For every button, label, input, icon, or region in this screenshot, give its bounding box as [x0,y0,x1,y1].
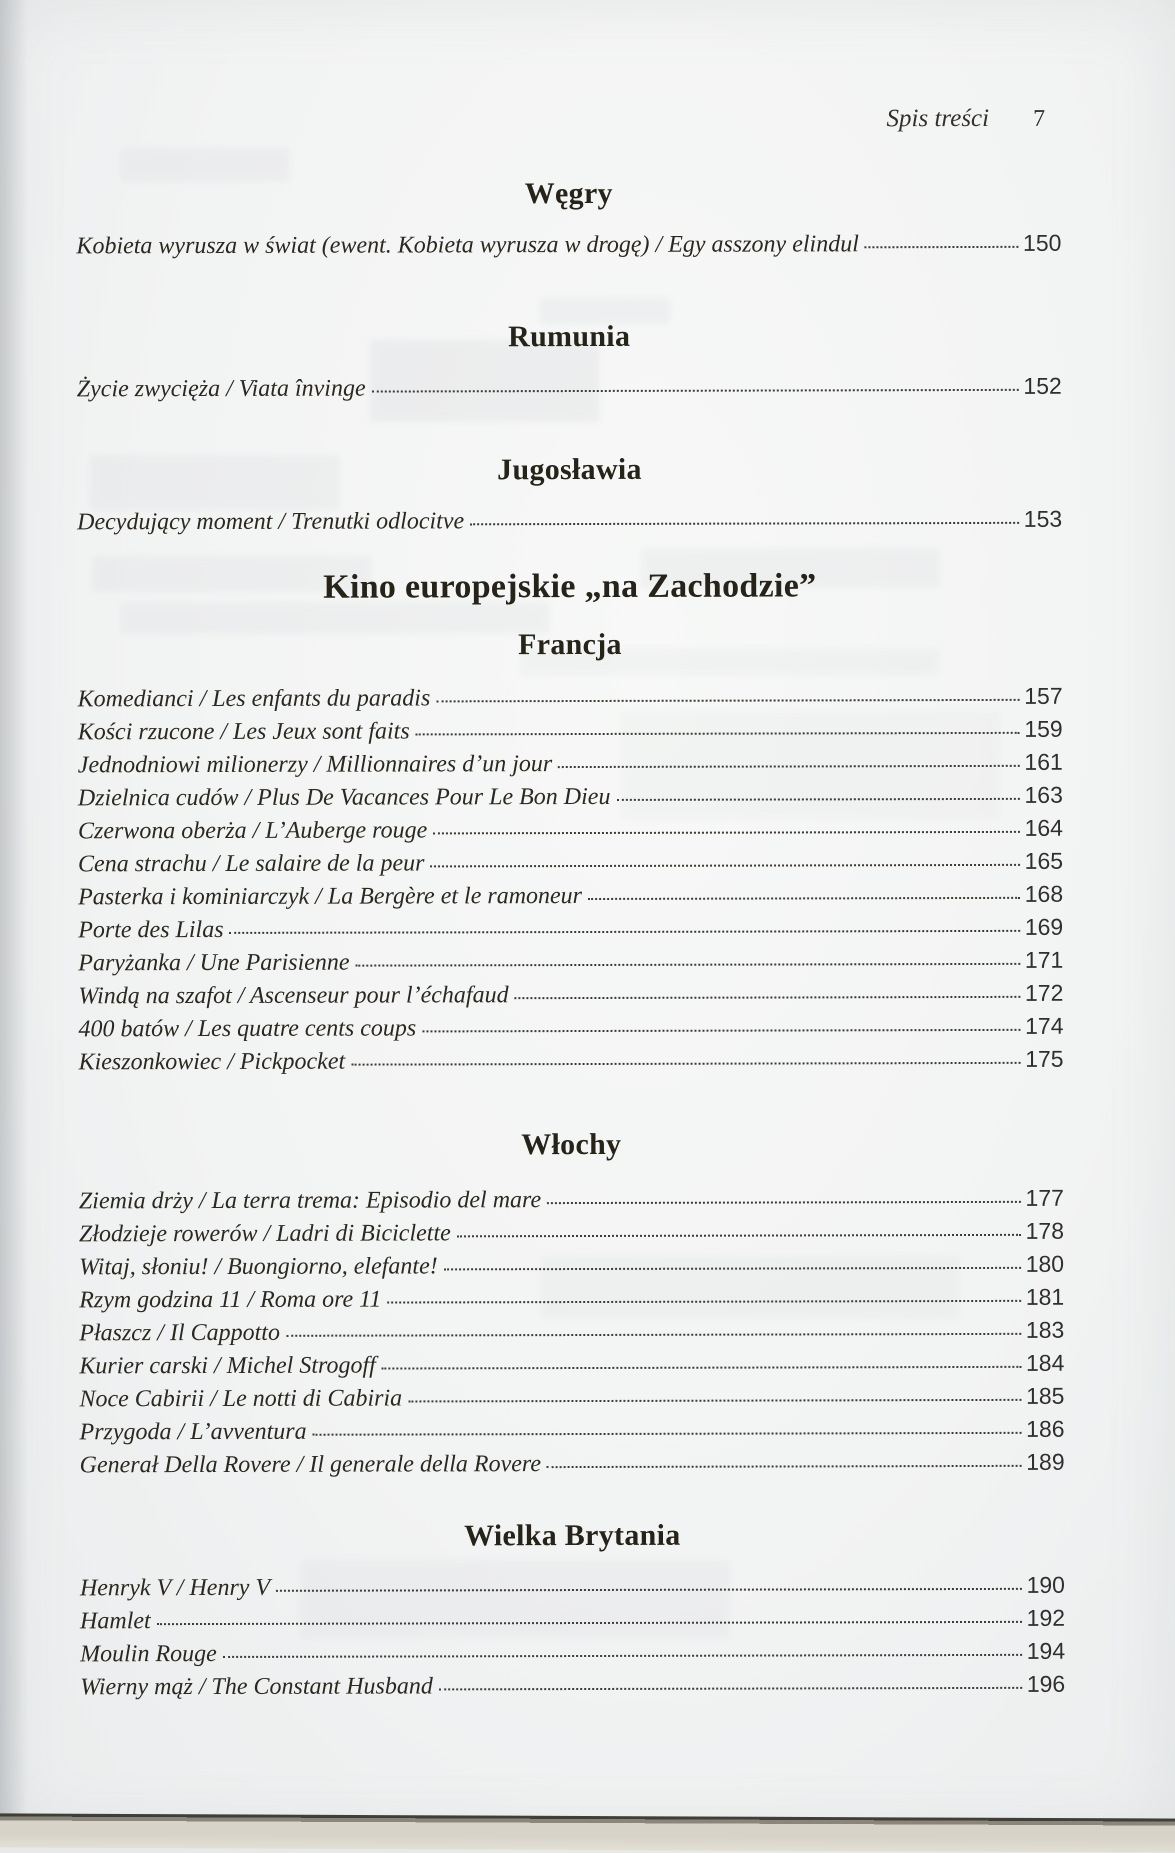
dot-leader [616,798,1019,801]
dot-leader [313,1432,1022,1436]
dot-leader [422,1029,1020,1033]
entry-page-number: 172 [1025,977,1063,1010]
running-head-title: Spis treści [887,105,990,133]
entry-title: Hamlet [80,1605,151,1638]
entry-page-number: 178 [1026,1215,1064,1248]
section-francja [77,624,1063,1079]
entry-page-number: 169 [1025,911,1063,944]
toc-entry [79,1281,1064,1317]
entry-title: Wierny mąż / The Constant Husband [80,1670,433,1704]
toc-entry [78,680,1063,716]
dot-leader [416,732,1020,736]
toc-entry [78,911,1063,947]
entry-title: Czerwona oberża / L’Auberge rouge [78,814,427,848]
toc-entry [78,713,1063,749]
toc-sections [76,173,1065,1704]
dot-leader [286,1333,1021,1337]
entry-page-number: 163 [1024,779,1062,812]
entry-page-number: 196 [1027,1668,1065,1701]
toc-entry [77,503,1062,539]
entry-page-number: 183 [1026,1314,1064,1347]
toc-entry [80,1446,1065,1482]
toc-entry [78,812,1063,848]
dot-leader [157,1621,1022,1625]
dot-leader [351,1062,1020,1066]
entry-title: Decydujący moment / Trenutki odlocitve [77,505,464,539]
toc-entry [78,944,1063,980]
dot-leader [430,864,1019,868]
entry-page-number: 192 [1027,1602,1065,1635]
dot-leader [230,930,1020,934]
dot-leader [865,246,1018,248]
entry-page-number: 185 [1026,1380,1064,1413]
entry-title: Moulin Rouge [80,1638,217,1671]
toc-entry [80,1635,1065,1671]
entry-page-number: 165 [1025,845,1063,878]
toc-entry [80,1569,1065,1605]
entry-page-number: 194 [1027,1635,1065,1668]
section-entries [80,1569,1065,1704]
section-wielka-brytania [80,1515,1065,1704]
entry-page-number: 171 [1025,944,1063,977]
entry-title: Kieszonkowiec / Pickpocket [79,1046,346,1080]
toc-entry [80,1668,1065,1704]
section-rumunia [77,316,1062,406]
section-entries [77,370,1062,406]
entry-title: Henryk V / Henry V [80,1572,270,1605]
entry-title: Kobieta wyrusza w świat (ewent. Kobieta wyrusza w drogę) / Egy asszony elindul [76,228,859,263]
entry-page-number: 161 [1024,746,1062,779]
toc-entry [78,1010,1063,1046]
toc-entry [78,878,1063,914]
entry-page-number: 150 [1023,227,1061,260]
section-entries [76,227,1061,263]
entry-title: Paryżanka / Une Parisienne [78,947,349,981]
running-head [76,105,1061,140]
entry-page-number: 190 [1027,1569,1065,1602]
dot-leader [276,1588,1021,1592]
toc-entry [79,1413,1064,1449]
entry-page-number: 177 [1025,1182,1063,1215]
toc-entry [76,227,1061,263]
entry-page-number: 153 [1024,503,1062,536]
entry-title: Życie zwycięża / Viata învinge [77,373,366,407]
dot-leader [433,831,1019,835]
entry-page-number: 152 [1023,370,1061,403]
entry-title: Cena strachu / Le salaire de la peur [78,847,425,881]
entry-page-number: 186 [1026,1413,1064,1446]
toc-entry [78,845,1063,881]
entry-title: Kurier carski / Michel Strogoff [79,1350,376,1384]
entry-page-number: 164 [1025,812,1063,845]
entry-title: Generał Della Rovere / Il generale della Rovere [80,1448,541,1482]
toc-entry [79,1182,1064,1218]
entry-page-number: 174 [1025,1010,1063,1043]
toc-entry [79,1314,1064,1350]
entry-page-number: 181 [1026,1281,1064,1314]
entry-title: Jednodniowi milionerzy / Millionnaires d’un jour [78,748,553,782]
toc-entry [79,1215,1064,1251]
entry-title: Noce Cabirii / Le notti di Cabiria [79,1382,402,1416]
entry-page-number: 168 [1025,878,1063,911]
entry-title: Płaszcz / Il Cappotto [79,1317,280,1351]
dot-leader [408,1399,1021,1403]
entry-page-number: 175 [1025,1043,1063,1076]
section-wegry [76,173,1061,263]
dot-leader [439,1687,1022,1691]
toc-entry [78,977,1063,1013]
entry-page-number: 189 [1026,1446,1064,1479]
entry-title: Dzielnica cudów / Plus De Vacances Pour Le Bon Dieu [78,781,611,815]
dot-leader [588,897,1020,900]
entry-page-number: 157 [1024,680,1062,713]
scan-bottom-page-edge [0,1813,1175,1852]
dot-leader [470,522,1019,525]
toc-entry [79,1043,1064,1079]
entry-title: Rzym godzina 11 / Roma ore 11 [79,1284,381,1318]
toc-entry [79,1248,1064,1284]
dot-leader [382,1366,1021,1370]
dot-leader [223,1654,1022,1658]
dot-leader [387,1300,1020,1304]
toc-entry [79,1380,1064,1416]
section-heading: Węgry [76,173,1061,216]
section-jugoslawia [77,449,1062,539]
running-head-page-number: 7 [1033,106,1045,133]
entry-title: Witaj, słoniu! / Buongiorno, elefante! [79,1250,438,1284]
dot-leader [515,996,1020,999]
entry-title: Przygoda / L’avventura [79,1416,306,1450]
entry-title: 400 batów / Les quatre cents coups [78,1012,416,1046]
section-heading: Kino europejskie „na Zachodzie” [77,564,1062,611]
section-heading: Francja [77,624,1062,667]
dot-leader [372,389,1019,393]
entry-title: Komedianci / Les enfants du paradis [78,682,431,716]
entry-page-number: 180 [1026,1248,1064,1281]
section-entries [77,503,1062,539]
entry-title: Pasterka i kominiarczyk / La Bergère et le ramoneur [78,880,582,914]
dot-leader [444,1267,1021,1271]
entry-title: Kości rzucone / Les Jeux sont faits [78,715,410,749]
section-entries [78,680,1064,1079]
dot-leader [356,963,1020,967]
section-wlochy [79,1124,1065,1482]
dot-leader [547,1201,1020,1204]
toc-entry [78,746,1063,782]
section-heading: Rumunia [77,316,1062,359]
entry-title: Ziemia drży / La terra trema: Episodio del mare [79,1184,541,1218]
entry-title: Windą na szafot / Ascenseur pour l’échafaud [78,979,508,1013]
section-heading: Włochy [79,1124,1064,1167]
toc-entry [77,370,1062,406]
dot-leader [547,1465,1021,1468]
toc-entry [79,1347,1064,1383]
section-entries [79,1182,1065,1482]
toc-entry [78,779,1063,815]
entry-title: Złodzieje rowerów / Ladri di Biciclette [79,1217,451,1251]
dot-leader [558,765,1019,768]
dot-leader [436,699,1019,703]
entry-title: Porte des Lilas [78,914,223,947]
entry-page-number: 159 [1024,713,1062,746]
dot-leader [457,1234,1021,1237]
section-heading: Jugosławia [77,449,1062,492]
toc-entry [80,1602,1065,1638]
entry-page-number: 184 [1026,1347,1064,1380]
section-heading: Wielka Brytania [80,1515,1065,1558]
section-kino-europejskie [77,564,1062,611]
